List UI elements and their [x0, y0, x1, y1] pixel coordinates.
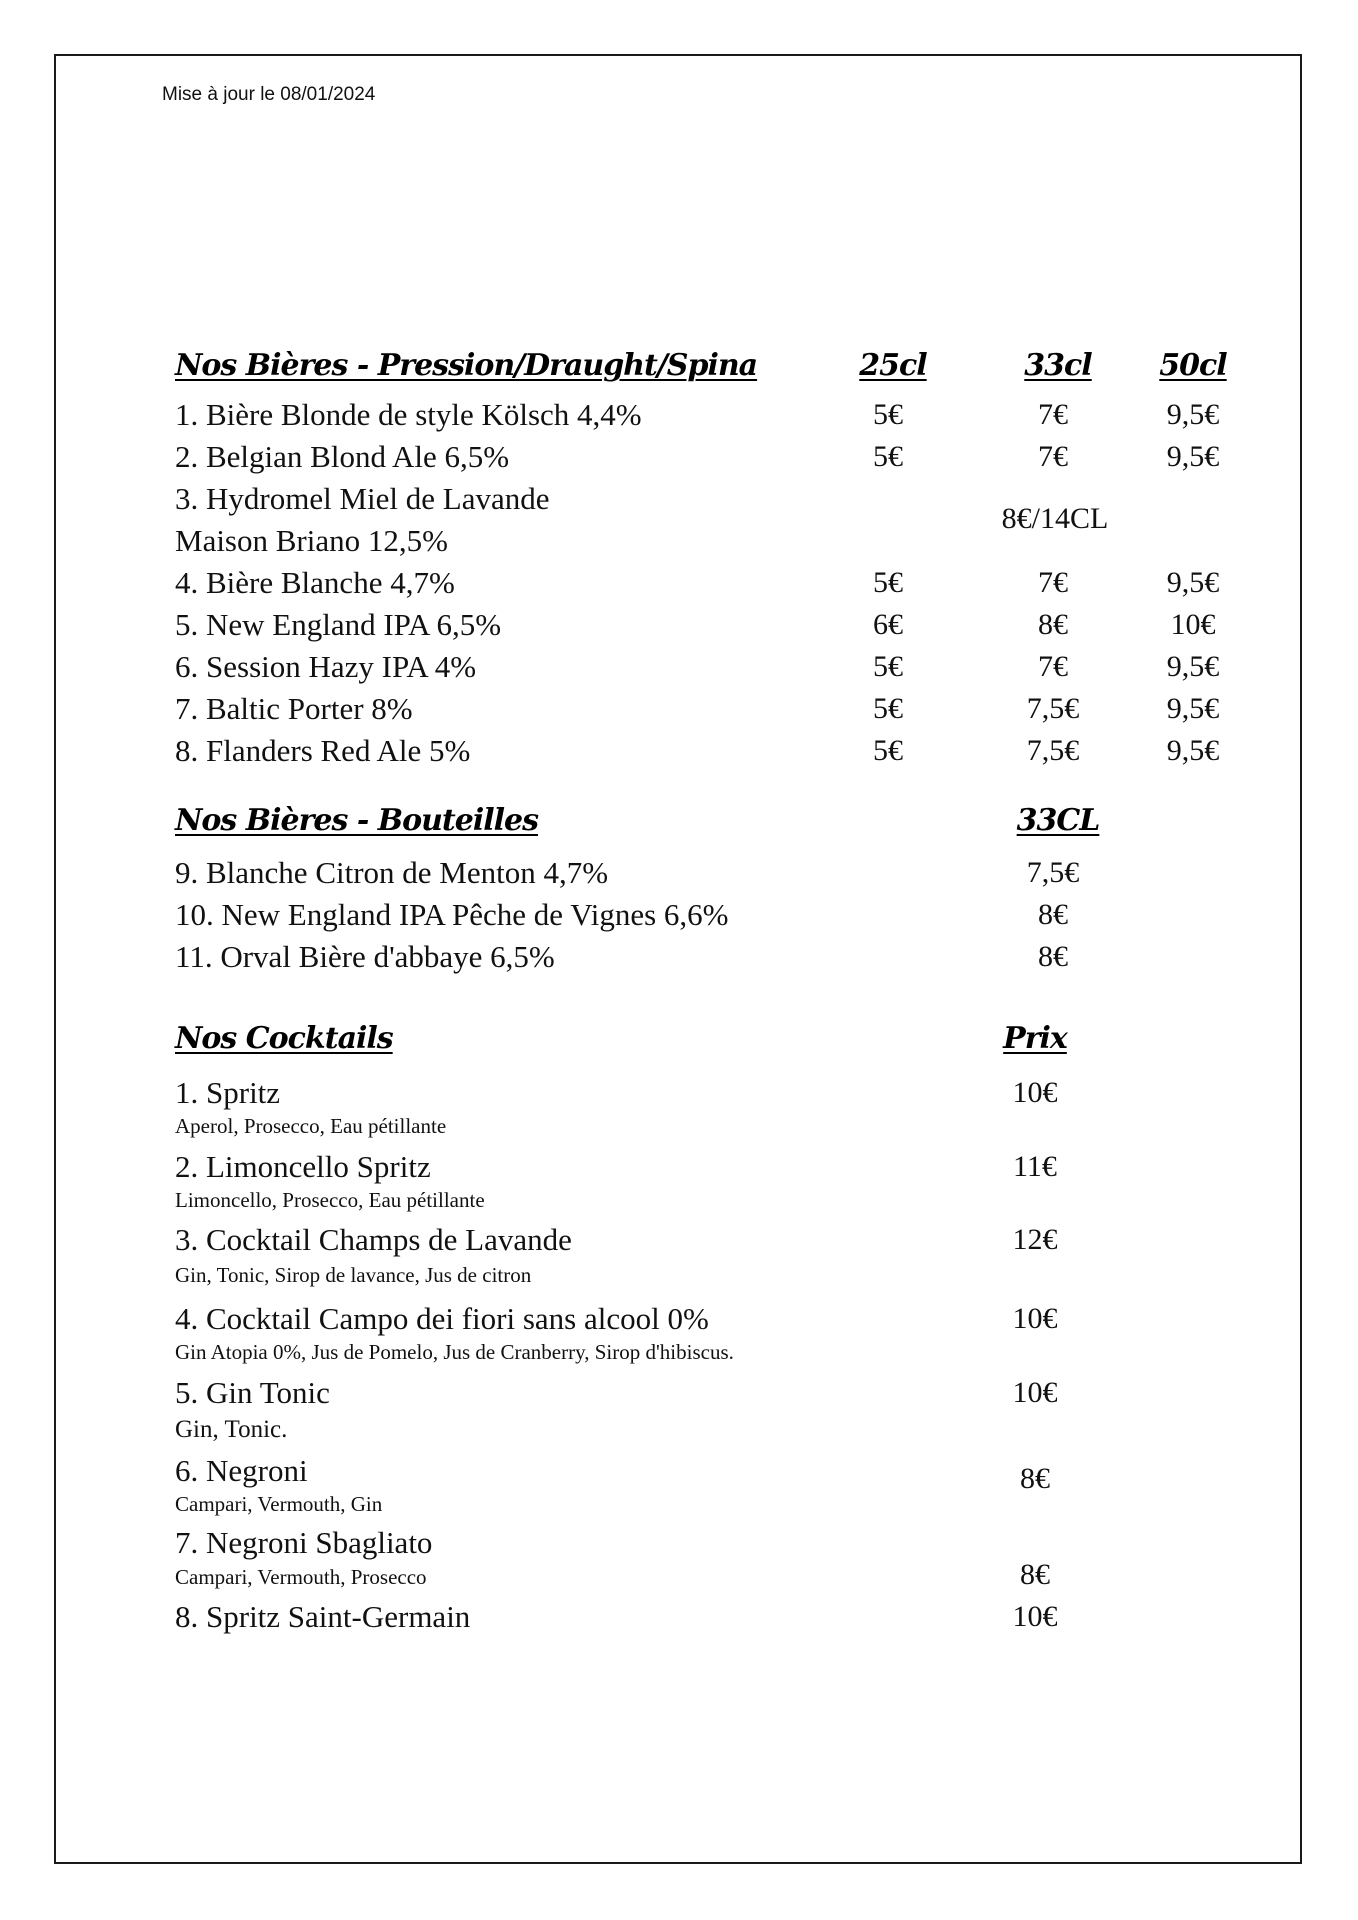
menu-row: [0, 1298, 1358, 1340]
price-33cl: 8€: [1038, 940, 1068, 973]
item-name: 11. Orval Bière d'abbaye 6,5%: [175, 939, 555, 974]
cocktail-name: 1. Spritz: [175, 1075, 281, 1110]
item-name: 6. Session Hazy IPA 4%: [175, 649, 477, 684]
price-50cl: 9,5€: [1166, 440, 1220, 473]
price-33cl: 7€: [1038, 440, 1068, 473]
cocktail-name: 7. Negroni Sbagliato: [175, 1525, 433, 1560]
column-33cl-bottle: 33CL: [1016, 803, 1100, 838]
price-33cl: 8€: [1038, 898, 1068, 931]
menu-row: [0, 562, 1358, 604]
cocktail-price: 10€: [1012, 1376, 1058, 1409]
menu-row: [0, 436, 1358, 478]
price-33cl: 7,5€: [1026, 734, 1080, 767]
price-glass: 8€/14CL: [1001, 502, 1109, 535]
menu-row: [0, 520, 1358, 562]
menu-row: [0, 852, 1358, 894]
menu-row: [0, 604, 1358, 646]
menu-row: [0, 1146, 1358, 1188]
menu-row: [0, 1372, 1358, 1414]
price-50cl: 9,5€: [1166, 734, 1220, 767]
price-25cl: 5€: [873, 692, 903, 725]
price-33cl: 7€: [1038, 566, 1068, 599]
menu-row: [0, 1596, 1358, 1638]
item-name: 10. New England IPA Pêche de Vignes 6,6%: [175, 897, 729, 932]
price-33cl: 7€: [1038, 398, 1068, 431]
menu-row: [0, 688, 1358, 730]
item-name: 8. Flanders Red Ale 5%: [175, 733, 471, 768]
item-name-line1: 3. Hydromel Miel de Lavande: [175, 481, 550, 516]
price-25cl: 5€: [873, 650, 903, 683]
cocktail-name: 2. Limoncello Spritz: [175, 1149, 431, 1184]
price-50cl: 10€: [1170, 608, 1216, 641]
cocktail-price: 8€: [1020, 1558, 1050, 1591]
menu-row: [0, 394, 1358, 436]
cocktail-name: 4. Cocktail Campo dei fiori sans alcool 0%: [175, 1301, 709, 1336]
item-name-line2: Maison Briano 12,5%: [175, 523, 448, 558]
cocktail-price: 10€: [1012, 1076, 1058, 1109]
cocktail-ingredients: Campari, Vermouth, Prosecco: [175, 1565, 427, 1589]
menu-row: [0, 1219, 1358, 1261]
price-25cl: 5€: [873, 398, 903, 431]
cocktail-price: 8€: [1020, 1462, 1050, 1495]
cocktail-name: 3. Cocktail Champs de Lavande: [175, 1222, 572, 1257]
cocktail-price: 10€: [1012, 1600, 1058, 1633]
price-50cl: 9,5€: [1166, 692, 1220, 725]
cocktails-section-title: Nos Cocktails: [175, 1021, 393, 1056]
menu-row: [0, 730, 1358, 772]
cocktail-ingredients: Limoncello, Prosecco, Eau pétillante: [175, 1188, 485, 1212]
cocktail-ingredients: Gin, Tonic.: [175, 1416, 288, 1443]
menu-row: [0, 478, 1358, 520]
item-name: 5. New England IPA 6,5%: [175, 607, 502, 642]
update-date: Mise à jour le 08/01/2024: [162, 84, 376, 105]
price-25cl: 5€: [873, 440, 903, 473]
bottles-section-title: Nos Bières - Bouteilles: [175, 803, 539, 838]
cocktail-name: 6. Negroni: [175, 1453, 308, 1488]
cocktail-ingredients: Aperol, Prosecco, Eau pétillante: [175, 1114, 447, 1138]
cocktail-price: 10€: [1012, 1302, 1058, 1335]
cocktail-price: 11€: [1013, 1150, 1057, 1183]
item-name: 9. Blanche Citron de Menton 4,7%: [175, 855, 609, 890]
menu-row: [0, 646, 1358, 688]
item-name: 4. Bière Blanche 4,7%: [175, 565, 455, 600]
price-25cl: 5€: [873, 734, 903, 767]
menu-row: [0, 894, 1358, 936]
menu-row: [0, 1450, 1358, 1495]
column-25cl: 25cl: [859, 348, 927, 383]
draught-section-title: Nos Bières - Pression/Draught/Spina: [175, 348, 758, 383]
cocktail-price: 12€: [1012, 1223, 1058, 1256]
price-50cl: 9,5€: [1166, 566, 1220, 599]
cocktail-name: 8. Spritz Saint-Germain: [175, 1599, 471, 1634]
price-33cl: 7€: [1038, 650, 1068, 683]
cocktail-name: 5. Gin Tonic: [175, 1375, 330, 1410]
column-33cl: 33cl: [1024, 348, 1092, 383]
column-price: Prix: [1003, 1021, 1067, 1056]
cocktail-ingredients: Gin Atopia 0%, Jus de Pomelo, Jus de Cranberry, Sirop d'hibiscus.: [175, 1340, 734, 1364]
menu-row: [0, 936, 1358, 978]
price-50cl: 9,5€: [1166, 650, 1220, 683]
cocktail-ingredients: Campari, Vermouth, Gin: [175, 1492, 383, 1516]
column-50cl: 50cl: [1159, 348, 1227, 383]
price-33cl: 7,5€: [1026, 856, 1080, 889]
item-name: 2. Belgian Blond Ale 6,5%: [175, 439, 510, 474]
menu-row: [0, 1072, 1358, 1114]
price-50cl: 9,5€: [1166, 398, 1220, 431]
price-25cl: 5€: [873, 566, 903, 599]
price-25cl: 6€: [873, 608, 903, 641]
price-33cl: 7,5€: [1026, 692, 1080, 725]
cocktail-ingredients: Gin, Tonic, Sirop de lavance, Jus de citron: [175, 1263, 532, 1287]
item-name: 7. Baltic Porter 8%: [175, 691, 413, 726]
item-name: 1. Bière Blonde de style Kölsch 4,4%: [175, 397, 642, 432]
price-33cl: 8€: [1038, 608, 1068, 641]
